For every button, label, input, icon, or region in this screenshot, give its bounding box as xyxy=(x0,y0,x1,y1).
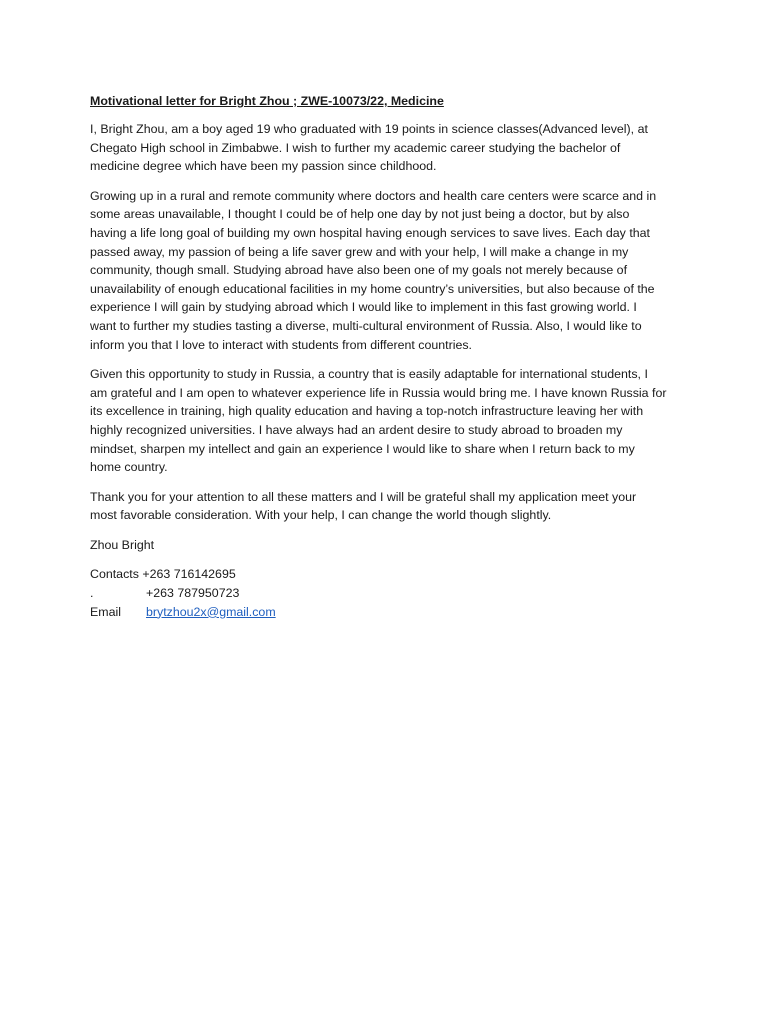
paragraph-line: having a life long goal of building my own hospital having enough services to save lives. Each day that xyxy=(90,225,650,240)
letter-title: Motivational letter for Bright Zhou ; ZWE-10073/22, Medicine xyxy=(90,94,444,108)
paragraph-line: medicine degree which have been my passion since childhood. xyxy=(90,159,437,174)
phone-number-1: +263 716142695 xyxy=(142,567,236,582)
contact-row-phone-1 xyxy=(90,565,682,584)
paragraph-line: I, Bright Zhou, am a boy aged 19 who graduated with 19 points in science classes(Advanced level), at xyxy=(90,122,648,136)
paragraph-line: some areas unavailable, I thought I could be of help one day by not just being a doctor, but by also xyxy=(90,207,630,222)
paragraph-line: unavailability of enough educational facilities in my home country’s universities, but also because of the xyxy=(90,281,655,296)
phone-number-2: +263 787950723 xyxy=(146,586,240,601)
paragraph-4 xyxy=(90,488,682,525)
paragraph-line: Chegato High school in Zimbabwe. I wish to further my academic career studying the bachelor of xyxy=(90,140,621,155)
paragraph-2 xyxy=(90,187,682,354)
paragraph-line: community, though small. Studying abroad have also been one of my goals not merely because of xyxy=(90,263,628,278)
paragraph-line: inform you that I love to interact with students from different countries. xyxy=(90,337,472,352)
contacts-block xyxy=(90,565,682,621)
paragraph-line: highly recognized universities. I have always had an ardent desire to study abroad to broaden my xyxy=(90,422,623,437)
letter-body xyxy=(90,92,682,621)
paragraph-line: mindset, sharpen my intellect and gain an experience I would like to share when I return back to my xyxy=(90,441,635,456)
paragraph-line: am grateful and I am open to whatever experience life in Russia would bring me. I have known Russia for xyxy=(90,385,667,400)
paragraph-line: passed away, my passion of being a life saver grew and with your help, I will make a change in my xyxy=(90,244,629,259)
paragraph-line: want to further my studies tasting a diverse, multi-cultural environment of Russia. Also, I would like to xyxy=(90,318,642,333)
contacts-label: Contacts xyxy=(90,567,139,582)
paragraph-line: most favorable consideration. With your help, I can change the world though slightly. xyxy=(90,508,552,523)
email-label: Email xyxy=(90,604,121,619)
contact-row-email xyxy=(90,603,682,622)
paragraph-line: Thank you for your attention to all these matters and I will be grateful shall my application meet your xyxy=(90,489,637,504)
paragraph-line: Given this opportunity to study in Russia, a country that is easily adaptable for international students, I xyxy=(90,367,648,382)
paragraph-line: home country. xyxy=(90,460,168,475)
signature-name: Zhou Bright xyxy=(90,537,155,552)
contacts-dot: . xyxy=(90,586,94,601)
paragraph-1 xyxy=(90,120,682,176)
paragraph-line: experience I will gain by studying abroad which I would like to implement in this fast growing world. I xyxy=(90,300,637,315)
paragraph-3 xyxy=(90,365,682,477)
email-link[interactable]: brytzhou2x@gmail.com xyxy=(146,604,276,619)
contact-row-phone-2 xyxy=(90,584,682,603)
paragraph-line: its excellence in training, high quality education and having a top-notch infrastructure leaving her with xyxy=(90,404,644,419)
paragraph-line: Growing up in a rural and remote community where doctors and health care centers were scarce and in xyxy=(90,188,657,203)
